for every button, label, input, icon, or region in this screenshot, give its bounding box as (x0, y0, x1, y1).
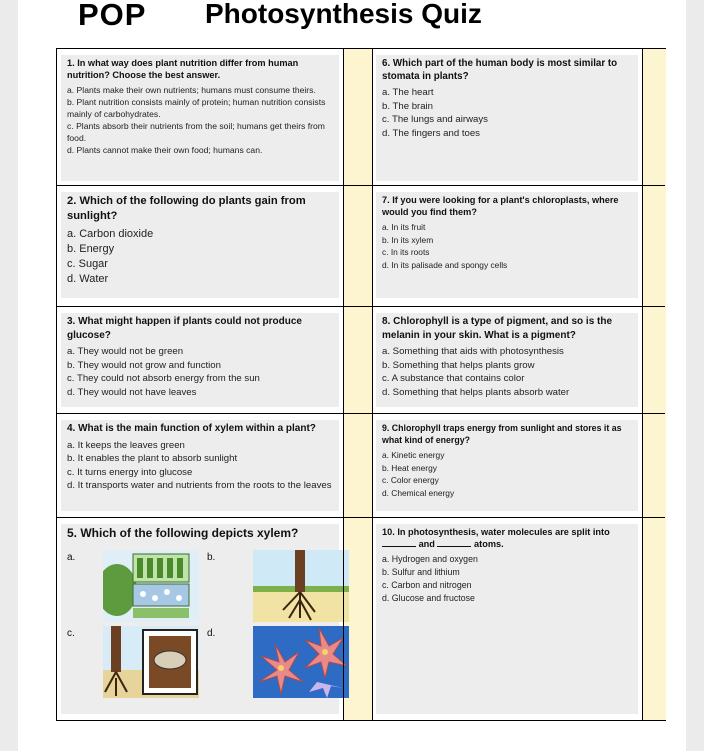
question-cell-10 (372, 518, 642, 722)
divider (343, 49, 344, 720)
option-c: c. In its roots (382, 247, 430, 257)
question-text: 7. If you were looking for a plant's chloroplasts, where would you find them? (382, 195, 619, 217)
answer-blank-2 (437, 546, 471, 547)
divider (57, 185, 665, 186)
image-label-c: c. (67, 628, 75, 639)
option-a: a. Something that aids with photosynthesis (382, 346, 564, 357)
option-a: a. In its fruit (382, 222, 426, 232)
root-cross-section-icon (103, 626, 199, 698)
option-a: a. The heart (382, 87, 434, 98)
answer-blank-1 (382, 546, 416, 547)
question-text: 3. What might happen if plants could not produce glucose? (67, 316, 302, 341)
option-d: d. Something that helps plants absorb water (382, 386, 570, 398)
page-title: Photosynthesis Quiz (205, 0, 482, 29)
option-a: a. Hydrogen and oxygen (382, 554, 478, 564)
divider (372, 49, 373, 720)
image-label-d: d. (207, 628, 216, 639)
question-text: 9. Chlorophyll traps energy from sunlight and stores it as what kind of energy? (382, 423, 622, 445)
answer-column-right (642, 49, 666, 720)
question-text-mid: and (418, 539, 435, 549)
question-cell-1 (57, 49, 343, 185)
pop-logo: POP (78, 0, 147, 32)
question-cell-3 (57, 307, 343, 413)
option-c: c. The lungs and airways (382, 114, 488, 125)
option-a: a. It keeps the leaves green (67, 439, 185, 451)
divider (642, 49, 643, 720)
question-cell-2 (57, 186, 343, 306)
option-b: b. Something that helps plants grow (382, 359, 535, 371)
leaf-cell-diagram-icon (103, 550, 199, 622)
question-text: 4. What is the main function of xylem within a plant? (67, 423, 316, 434)
option-b: b. Sulfur and lithium (382, 567, 460, 577)
question-cell-4 (57, 414, 343, 517)
question-text: 2. Which of the following do plants gain from sunlight? (67, 195, 306, 222)
option-a: a. Carbon dioxide (67, 228, 154, 240)
option-c: c. Sugar (67, 258, 108, 270)
option-b: b. Energy (67, 243, 115, 255)
option-a: a. Plants make their own nutrients; humans must consume theirs. (67, 85, 316, 95)
option-d: d. They would not have leaves (67, 386, 197, 398)
divider (57, 306, 665, 307)
question-text: 5. Which of the following depicts xylem? (67, 526, 299, 540)
option-b: b. The brain (382, 100, 434, 112)
question-cell-5 (57, 518, 343, 722)
question-text-end: atoms. (474, 539, 504, 549)
option-d: d. Plants cannot make their own food; humans can. (67, 145, 263, 155)
option-d: d. Chemical energy (382, 487, 455, 498)
option-a: a. They would not be green (67, 346, 184, 357)
question-cell-7 (372, 186, 642, 306)
divider (57, 517, 665, 518)
lily-flowers-icon (253, 626, 349, 698)
option-c: c. Color energy (382, 475, 439, 485)
quiz-page (18, 0, 686, 751)
question-cell-8 (372, 307, 642, 413)
image-label-a: a. (67, 552, 76, 563)
question-cell-9 (372, 414, 642, 517)
option-b: b. In its xylem (382, 234, 434, 245)
question-text (382, 526, 636, 550)
option-c: c. A substance that contains color (382, 373, 525, 384)
option-b: b. Heat energy (382, 462, 437, 473)
option-c: c. Plants absorb their nutrients from the soil; humans get theirs from food. (67, 121, 325, 143)
question-text: 8. Chlorophyll is a type of pigment, and so is the melanin in your skin. What is a pigment? (382, 316, 613, 341)
question-text: 1. In what way does plant nutrition differ from human nutrition? Choose the best answer. (67, 58, 299, 80)
option-c: c. They could not absorb energy from the sun (67, 373, 260, 384)
option-c: c. Carbon and nitrogen (382, 580, 472, 590)
option-b: b. They would not grow and function (67, 359, 221, 371)
question-text-start: 10. In photosynthesis, water molecules are split into (382, 527, 610, 537)
xylem-image-options (67, 550, 357, 700)
quiz-table (56, 48, 666, 721)
tree-roots-soil-icon (253, 550, 349, 622)
image-label-b: b. (207, 552, 216, 563)
option-a: a. Kinetic energy (382, 450, 445, 460)
option-d: d. The fingers and toes (382, 127, 480, 139)
option-b: b. It enables the plant to absorb sunlight (67, 453, 238, 464)
question-text: 6. Which part of the human body is most similar to stomata in plants? (382, 58, 618, 82)
option-d: d. Glucose and fructose (382, 593, 475, 603)
option-d: d. In its palisade and spongy cells (382, 259, 508, 270)
option-d: d. Water (67, 273, 109, 285)
question-cell-6 (372, 49, 642, 185)
header (18, 0, 686, 40)
divider (57, 413, 665, 414)
option-c: c. It turns energy into glucose (67, 466, 193, 478)
option-d: d. It transports water and nutrients from the roots to the leaves (67, 480, 332, 491)
option-b: b. Plant nutrition consists mainly of protein; human nutrition consists mainly of carbohydrates. (67, 97, 326, 119)
